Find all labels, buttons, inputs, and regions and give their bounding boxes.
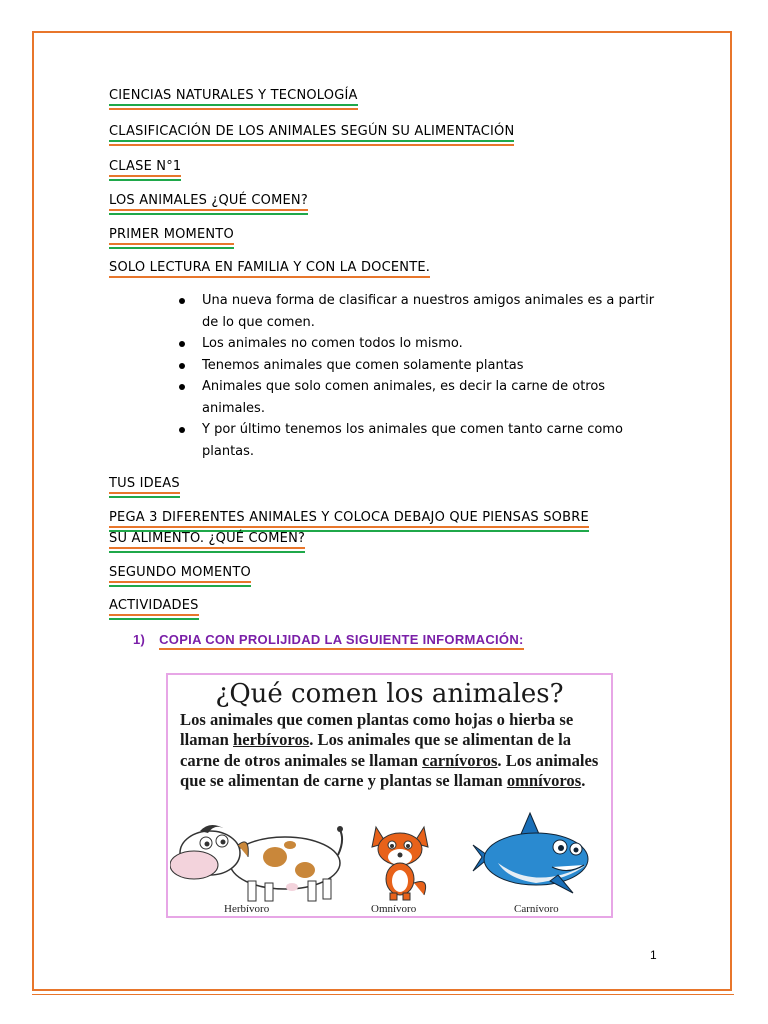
list-item: Una nueva forma de clasificar a nuestros amigos animales es a partir de lo que comen. bbox=[176, 290, 666, 333]
class-number: CLASE N°1 bbox=[109, 159, 181, 177]
caption-omnivoro: Omnívoro bbox=[371, 903, 417, 915]
activities-heading: ACTIVIDADES bbox=[109, 598, 199, 616]
infobox-title: ¿Qué comen los animales? bbox=[215, 679, 564, 709]
second-moment-heading: SEGUNDO MOMENTO bbox=[109, 565, 251, 583]
infobox-text: Los animales que comen plantas como hojas o hierba se llaman herbívoros. Los animales que se alimentan de la carne de otros animales se llaman carnívoros. Los animales que se alimentan de carne y plantas se llaman omnívoros. bbox=[180, 710, 599, 791]
caption-herbivoro: Herbívoro bbox=[224, 903, 270, 915]
keyword-carnivoros: carnívoros bbox=[422, 750, 498, 770]
activity-text: COPIA CON PROLIJIDAD LA SIGUIENTE INFORMACIÓN: bbox=[159, 632, 524, 650]
list-item: Y por último tenemos los animales que comen tanto carne como plantas. bbox=[176, 419, 666, 462]
paste-task-line1: PEGA 3 DIFERENTES ANIMALES Y COLOCA DEBAJO QUE PIENSAS SOBRE bbox=[109, 510, 589, 528]
first-moment-heading: PRIMER MOMENTO bbox=[109, 227, 234, 245]
list-item: Los animales no comen todos lo mismo. bbox=[176, 333, 666, 355]
question-heading: LOS ANIMALES ¿QUÉ COMEN? bbox=[109, 193, 308, 211]
keyword-herbivoros: herbívoros bbox=[233, 730, 310, 750]
activity-number: 1) bbox=[133, 632, 146, 647]
paste-task-line2: SU ALIMENTO. ¿QUÉ COMEN? bbox=[109, 531, 305, 549]
page-number: 1 bbox=[650, 948, 657, 962]
your-ideas-heading: TUS IDEAS bbox=[109, 476, 180, 494]
topic-heading: CLASIFICACIÓN DE LOS ANIMALES SEGÚN SU ALIMENTACIÓN bbox=[109, 124, 514, 142]
subject-heading: CIENCIAS NATURALES Y TECNOLOGÍA bbox=[109, 88, 358, 106]
intro-bullet-list bbox=[176, 290, 666, 462]
reading-note: SOLO LECTURA EN FAMILIA Y CON LA DOCENTE. bbox=[109, 260, 430, 278]
activity-instruction bbox=[133, 632, 524, 647]
keyword-omnivoros: omnívoros bbox=[506, 771, 582, 791]
cow-illustration bbox=[170, 815, 345, 905]
shark-illustration bbox=[468, 805, 603, 901]
info-image-box bbox=[166, 673, 613, 918]
fox-illustration bbox=[364, 817, 436, 901]
list-item: Animales que solo comen animales, es decir la carne de otros animales. bbox=[176, 376, 666, 419]
caption-carnivoro: Carnívoro bbox=[514, 903, 559, 915]
list-item: Tenemos animales que comen solamente plantas bbox=[176, 355, 666, 377]
page-border-line bbox=[32, 994, 734, 995]
